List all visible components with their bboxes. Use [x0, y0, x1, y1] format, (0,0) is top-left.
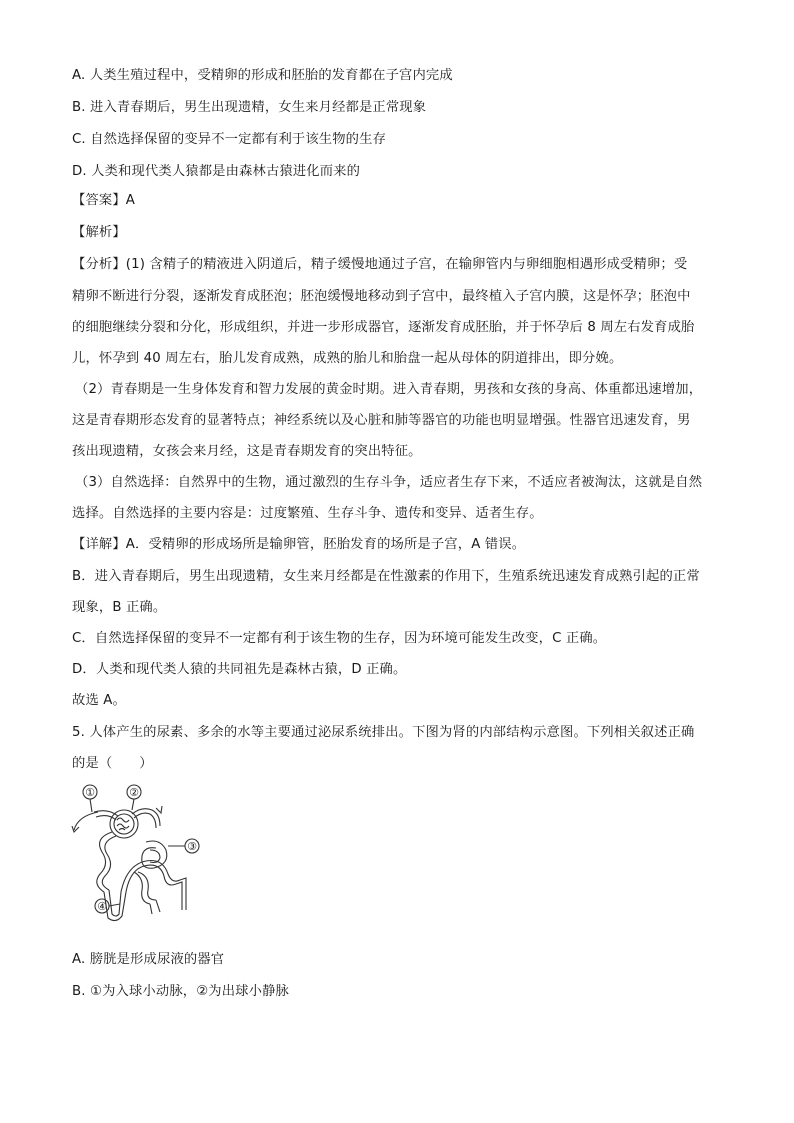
analysis-paragraph-line: 【分析】(1) 含精子的精液进入阴道后，精子缓慢地通过子宫，在输卵管内与卵细胞相遇形成受精卵；受 — [72, 257, 688, 272]
analysis-paragraph-line: （2）青春期是一生身体发育和智力发展的黄金时期。进入青春期，男孩和女孩的身高、体重都迅速增加， — [75, 382, 703, 397]
option-a-text: A. 人类生殖过程中，受精卵的形成和胚胎的发育都在子宫内完成 — [72, 68, 453, 83]
nephron-illustration — [64, 780, 214, 930]
question-5-stem: 的是（ ） — [72, 756, 153, 771]
question-5-option-b: B. ①为入球小动脉，②为出球小静脉 — [72, 984, 289, 999]
figure-label-2: ② — [129, 786, 139, 799]
conclusion-line: 故选 A。 — [72, 693, 126, 708]
analysis-paragraph-line: 儿，怀孕到 40 周左右，胎儿发育成熟，成熟的胎儿和胎盘一起从母体的阴道排出，即分娩。 — [72, 351, 623, 366]
analysis-paragraph-line: 的细胞继续分裂和分化，形成组织，并进一步形成器官，逐渐发育成胚胎，并于怀孕后 8 周左右发育成胎 — [72, 320, 695, 335]
analysis-paragraph-line: （3）自然选择：自然界中的生物，通过激烈的生存斗争，适应者生存下来，不适应者被淘汰，这就是自然 — [75, 475, 703, 490]
kidney-nephron-diagram — [64, 780, 214, 930]
detail-line: 现象，B 正确。 — [72, 600, 167, 615]
analysis-paragraph-line: 精卵不断进行分裂，逐渐发育成胚泡；胚泡缓慢地移动到子宫中，最终植入子宫内膜，这是怀孕；胚泡中 — [72, 289, 691, 304]
option-c-text: C. 自然选择保留的变异不一定都有利于该生物的生存 — [72, 132, 387, 147]
answer-label: 【答案】A — [72, 193, 136, 208]
detail-line: D．人类和现代类人猿的共同祖先是森林古猿，D 正确。 — [72, 662, 407, 677]
option-d-text: D. 人类和现代类人猿都是由森林古猿进化而来的 — [72, 164, 361, 179]
detail-line: C．自然选择保留的变异不一定都有利于该生物的生存，因为环境可能发生改变，C 正确。 — [72, 631, 607, 646]
option-b-text: B. 进入青春期后，男生出现遗精，女生来月经都是正常现象 — [72, 100, 427, 115]
question-5-option-a: A. 膀胱是形成尿液的器官 — [72, 952, 225, 967]
figure-label-3: ③ — [187, 840, 197, 853]
figure-label-1: ① — [85, 786, 95, 799]
figure-label-4: ④ — [97, 900, 107, 913]
analysis-heading: 【解析】 — [72, 225, 126, 240]
detail-line: 【详解】A．受精卵的形成场所是输卵管，胚胎发育的场所是子宫，A 错误。 — [72, 537, 526, 552]
detail-line: B．进入青春期后，男生出现遗精，女生来月经都是在性激素的作用下，生殖系统迅速发育成熟引起的正常 — [72, 569, 700, 584]
analysis-paragraph-line: 这是青春期形态发育的显著特点；神经系统以及心脏和肺等器官的功能也明显增强。性器官迅速发育，男 — [72, 413, 691, 428]
analysis-paragraph-line: 孩出现遗精，女孩会来月经，这是青春期发育的突出特征。 — [72, 444, 422, 459]
question-5-stem: 5. 人体产生的尿素、多余的水等主要通过泌尿系统排出。下图为肾的内部结构示意图。下列相关叙述正确 — [72, 725, 695, 740]
analysis-paragraph-line: 选择。自然选择的主要内容是：过度繁殖、生存斗争、遗传和变异、适者生存。 — [72, 506, 543, 521]
